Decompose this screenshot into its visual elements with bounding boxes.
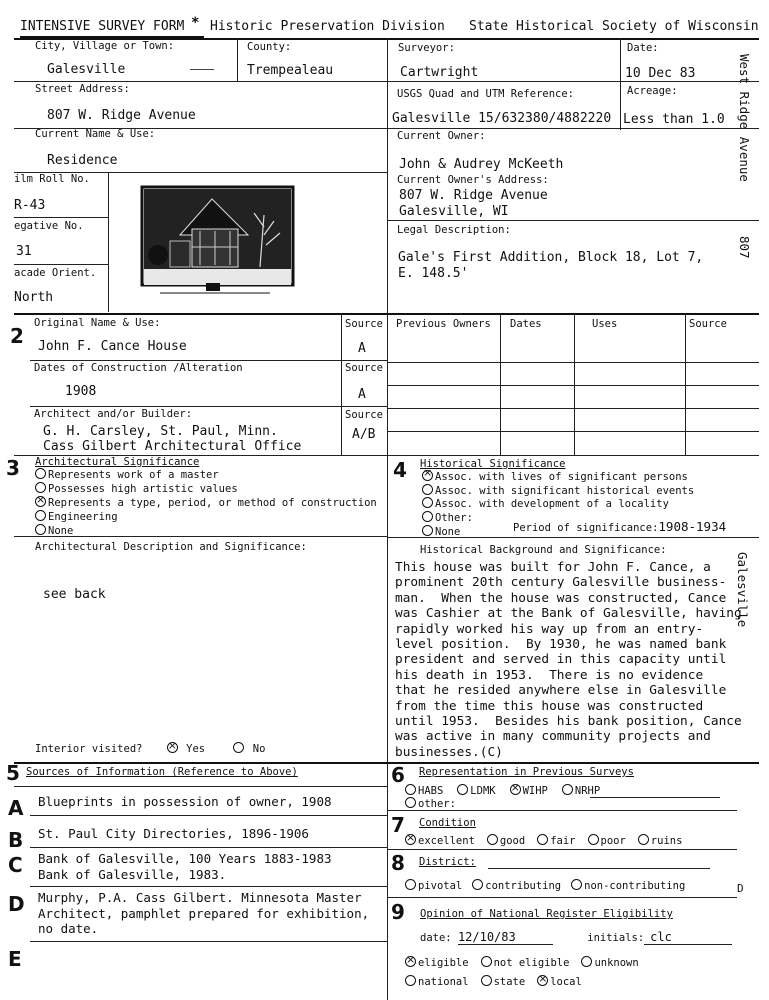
- section-8-number: 8: [391, 851, 405, 875]
- option-excellent[interactable]: ×excellent: [405, 835, 475, 847]
- radio-empty-icon[interactable]: [588, 834, 599, 845]
- prev-dates-header: Dates: [510, 318, 542, 330]
- prev-uses-header: Uses: [592, 318, 618, 330]
- original-name-value: John F. Cance House: [38, 339, 187, 354]
- date-label: Date:: [627, 42, 659, 54]
- hist-background-label: Historical Background and Significance:: [420, 544, 667, 556]
- background-line: man. When the house was constructed, Cance: [395, 590, 727, 606]
- current-name-label: Current Name & Use:: [35, 128, 156, 140]
- background-line: that he resided anywhere else in Galesville: [395, 683, 727, 699]
- radio-checked-icon[interactable]: [537, 975, 548, 986]
- option-ruins[interactable]: ruins: [638, 835, 683, 847]
- option-good[interactable]: good: [487, 835, 525, 847]
- option-ldmk[interactable]: LDMK: [457, 785, 495, 797]
- section-9-number: 9: [391, 900, 405, 924]
- county-value: Trempealeau: [247, 63, 334, 78]
- period-label: Period of significance:: [513, 522, 659, 534]
- city-value: Galesville: [47, 62, 126, 77]
- radio-empty-icon[interactable]: [422, 525, 433, 536]
- source-line: no date.: [38, 921, 99, 936]
- original-name-label: Original Name & Use:: [34, 317, 161, 329]
- architect-line1: G. H. Carsley, St. Paul, Minn.: [43, 424, 278, 439]
- option-assoc-with-development-of-a-locality[interactable]: Assoc. with development of a locality: [422, 498, 669, 510]
- radio-checked-icon[interactable]: [167, 742, 178, 753]
- hist-significance-title: Historical Significance: [420, 458, 566, 470]
- background-line: was active in many community projects and: [395, 729, 711, 745]
- prev-owners-header: Previous Owners: [396, 318, 491, 330]
- radio-empty-icon[interactable]: [422, 497, 433, 508]
- prev-surveys-options: [405, 784, 614, 797]
- radio-empty-icon[interactable]: [571, 879, 582, 890]
- interior-no-option[interactable]: No: [233, 743, 265, 755]
- society-name: State Historical Society of Wisconsin: [469, 19, 759, 34]
- radio-empty-icon[interactable]: [562, 784, 573, 795]
- radio-checked-icon[interactable]: [405, 956, 416, 967]
- option-state[interactable]: state: [481, 976, 526, 988]
- option-not-eligible[interactable]: not eligible: [481, 957, 570, 969]
- district-title: District:: [419, 856, 476, 868]
- source-line: Architect, pamphlet prepared for exhibition,: [38, 905, 370, 921]
- radio-empty-icon[interactable]: [35, 524, 46, 535]
- period-of-significance: [513, 519, 726, 534]
- option-pivotal[interactable]: pivotal: [405, 880, 462, 892]
- radio-empty-icon[interactable]: [233, 742, 244, 753]
- surveyor-value: Cartwright: [400, 65, 479, 80]
- option-eligible[interactable]: ×eligible: [405, 957, 469, 969]
- house-photo: [140, 185, 295, 297]
- facade-label: acade Orient.: [14, 267, 97, 279]
- option-nrhp[interactable]: NRHP: [562, 785, 600, 797]
- option-represents-work-of-a-master[interactable]: Represents work of a master: [35, 469, 219, 481]
- condition-options: [405, 834, 694, 847]
- section-4-number: 4: [393, 458, 407, 482]
- radio-empty-icon[interactable]: [422, 511, 433, 522]
- arch-desc-value: see back: [43, 587, 106, 602]
- interior-visited: [35, 742, 265, 755]
- form-header: [20, 15, 760, 36]
- facade-value: North: [14, 290, 54, 305]
- eligibility-date-value: 12/10/83: [458, 930, 553, 945]
- option-non-contributing[interactable]: non-contributing: [571, 880, 685, 892]
- section-2-number: 2: [10, 324, 24, 348]
- option-assoc-with-significant-historical-events[interactable]: Assoc. with significant historical events: [422, 485, 694, 497]
- option-assoc-with-lives-of-significant-persons[interactable]: ×Assoc. with lives of significant persons: [422, 471, 688, 483]
- background-line: was Cashier at the Bank of Galesville, having: [395, 606, 742, 622]
- section-6-number: 6: [391, 763, 405, 787]
- form-title: INTENSIVE SURVEY FORM: [20, 19, 185, 34]
- original-source-value: A: [358, 341, 366, 356]
- background-line: level position. By 1930, he was named bank: [395, 637, 727, 653]
- owner-address-line1: 807 W. Ridge Avenue: [399, 188, 548, 203]
- legal-label: Legal Description:: [397, 224, 511, 236]
- side-number-note: 807: [737, 236, 752, 259]
- star-mark: *: [191, 15, 200, 31]
- option-national[interactable]: national: [405, 976, 469, 988]
- negative-value: 31: [16, 244, 32, 259]
- city-label: City, Village or Town:: [35, 40, 175, 52]
- source-letter-e: E: [8, 947, 22, 971]
- division-name: Historic Preservation Division: [210, 19, 445, 34]
- radio-empty-icon[interactable]: [35, 482, 46, 493]
- section-7-number: 7: [391, 813, 405, 837]
- option-local[interactable]: × local: [537, 976, 582, 988]
- date-value: 10 Dec 83: [625, 66, 696, 81]
- architect-source-value: A/B: [352, 427, 376, 442]
- arch-significance-title: Architectural Significance: [35, 456, 200, 468]
- surveyor-label: Surveyor:: [398, 42, 455, 54]
- period-value: 1908-1934: [658, 519, 727, 534]
- arch-significance-options: [35, 468, 377, 538]
- architect-line2: Cass Gilbert Architectural Office: [43, 439, 302, 454]
- sources-title: Sources of Information (Reference to Above): [26, 766, 298, 778]
- prev-surveys-other: other:: [405, 797, 456, 810]
- current-name-value: Residence: [47, 153, 118, 168]
- owner-address-line2: Galesville, WI: [399, 204, 509, 219]
- radio-empty-icon[interactable]: [481, 956, 492, 967]
- source-line: St. Paul City Directories, 1896-1906: [38, 826, 309, 841]
- background-line: prominent 20th century Galesville business-: [395, 575, 727, 591]
- radio-empty-icon[interactable]: [487, 834, 498, 845]
- background-line: This house was built for John F. Cance, a: [395, 560, 711, 575]
- dates-value: 1908: [65, 384, 97, 399]
- condition-title: Condition: [419, 817, 476, 829]
- dates-label: Dates of Construction /Alteration: [34, 362, 243, 374]
- option-fair[interactable]: fair: [537, 835, 575, 847]
- architect-label: Architect and/or Builder:: [34, 408, 193, 420]
- source-letter-b: B: [8, 828, 24, 852]
- owner-address-label: Current Owner's Address:: [397, 174, 549, 186]
- option-habs[interactable]: HABS: [405, 785, 443, 797]
- eligibility-options: [405, 956, 651, 969]
- section-3-number: 3: [6, 456, 20, 480]
- option-none[interactable]: None: [422, 526, 460, 538]
- film-roll-value: R-43: [14, 198, 46, 213]
- background-line: businesses.(C): [395, 744, 503, 760]
- radio-empty-icon[interactable]: [405, 975, 416, 986]
- radio-empty-icon[interactable]: [422, 484, 433, 495]
- radio-checked-icon[interactable]: [510, 784, 521, 795]
- dates-source-value: A: [358, 387, 366, 402]
- acreage-value: Less than 1.0: [623, 112, 725, 127]
- background-line: rapidly worked his way up from an entry-: [395, 621, 704, 637]
- usgs-value: Galesville 15/632380/4882220: [392, 111, 612, 126]
- negative-label: egative No.: [14, 220, 84, 232]
- radio-checked-icon[interactable]: [405, 834, 416, 845]
- option-represents-a-type-period-or-method-of-construction[interactable]: ×Represents a type, period, or method of construction: [35, 497, 377, 509]
- prev-surveys-title: Representation in Previous Surveys: [419, 766, 634, 778]
- option-wihp[interactable]: × WIHP: [510, 785, 548, 797]
- section-5-number: 5: [6, 761, 20, 785]
- original-source-label: Source: [345, 318, 383, 330]
- radio-empty-icon[interactable]: [405, 784, 416, 795]
- radio-empty-icon[interactable]: [481, 975, 492, 986]
- owner-label: Current Owner:: [397, 130, 486, 142]
- district-options: [405, 879, 695, 892]
- side-city-note: Galesville: [735, 552, 750, 628]
- radio-empty-icon[interactable]: [35, 468, 46, 479]
- side-letter-note: D: [737, 882, 744, 895]
- source-line: Blueprints in possession of owner, 1908: [38, 794, 332, 809]
- option-contributing[interactable]: contributing: [472, 880, 561, 892]
- source-letter-d: D: [8, 892, 25, 916]
- option-unknown[interactable]: unknown: [581, 957, 638, 969]
- option-engineering[interactable]: Engineering: [35, 511, 118, 523]
- option-none[interactable]: None: [35, 525, 73, 537]
- background-line: from the time this house was constructed: [395, 698, 704, 714]
- county-label: County:: [247, 41, 292, 53]
- source-line: Bank of Galesville, 1983.: [38, 866, 227, 882]
- owner-value: John & Audrey McKeeth: [399, 157, 564, 172]
- radio-empty-icon[interactable]: [472, 879, 483, 890]
- eligibility-title: Opinion of National Register Eligibility: [420, 908, 673, 920]
- dates-source-label: Source: [345, 362, 383, 374]
- side-street-note: West Ridge Avenue: [737, 54, 752, 182]
- interior-yes-option[interactable]: × Yes: [167, 743, 205, 755]
- background-line: until 1953. Besides his bank position, Cance: [395, 714, 742, 730]
- radio-checked-icon[interactable]: [422, 470, 433, 481]
- street-value: 807 W. Ridge Avenue: [47, 108, 196, 123]
- option-possesses-high-artistic-values[interactable]: Possesses high artistic values: [35, 483, 238, 495]
- street-label: Street Address:: [35, 83, 130, 95]
- eligibility-level-options: [405, 975, 594, 988]
- interior-visited-label: Interior visited?: [35, 743, 143, 755]
- radio-empty-icon[interactable]: [638, 834, 649, 845]
- radio-empty-icon[interactable]: [537, 834, 548, 845]
- source-line: Bank of Galesville, 100 Years 1883-1983: [38, 851, 332, 866]
- source-line: Murphy, P.A. Cass Gilbert. Minnesota Master: [38, 890, 362, 905]
- radio-empty-icon[interactable]: [405, 879, 416, 890]
- radio-empty-icon[interactable]: [405, 797, 416, 808]
- option-other[interactable]: Other:: [422, 512, 473, 524]
- radio-checked-icon[interactable]: [35, 496, 46, 507]
- eligibility-initials-value: clc: [644, 930, 732, 945]
- source-letter-a: A: [8, 796, 24, 820]
- radio-empty-icon[interactable]: [35, 510, 46, 521]
- radio-empty-icon[interactable]: [457, 784, 468, 795]
- legal-line1: Gale's First Addition, Block 18, Lot 7,: [398, 250, 704, 265]
- hist-background-text: [395, 560, 742, 760]
- architect-source-label: Source: [345, 409, 383, 421]
- acreage-label: Acreage:: [627, 85, 678, 97]
- background-line: his death in 1953. There is no evidence: [395, 667, 704, 683]
- usgs-label: USGS Quad and UTM Reference:: [397, 88, 575, 100]
- legal-line2: E. 148.5': [398, 266, 469, 281]
- arch-desc-label: Architectural Description and Significance:: [35, 541, 307, 553]
- option-poor[interactable]: poor: [588, 835, 626, 847]
- film-roll-label: ilm Roll No.: [14, 173, 90, 185]
- source-letter-c: C: [8, 853, 23, 877]
- radio-empty-icon[interactable]: [581, 956, 592, 967]
- prev-source-header: Source: [689, 318, 727, 330]
- background-line: president and served in this capacity until: [395, 652, 727, 668]
- eligibility-date-initials: date: 12/10/83 initials: clc: [420, 930, 732, 945]
